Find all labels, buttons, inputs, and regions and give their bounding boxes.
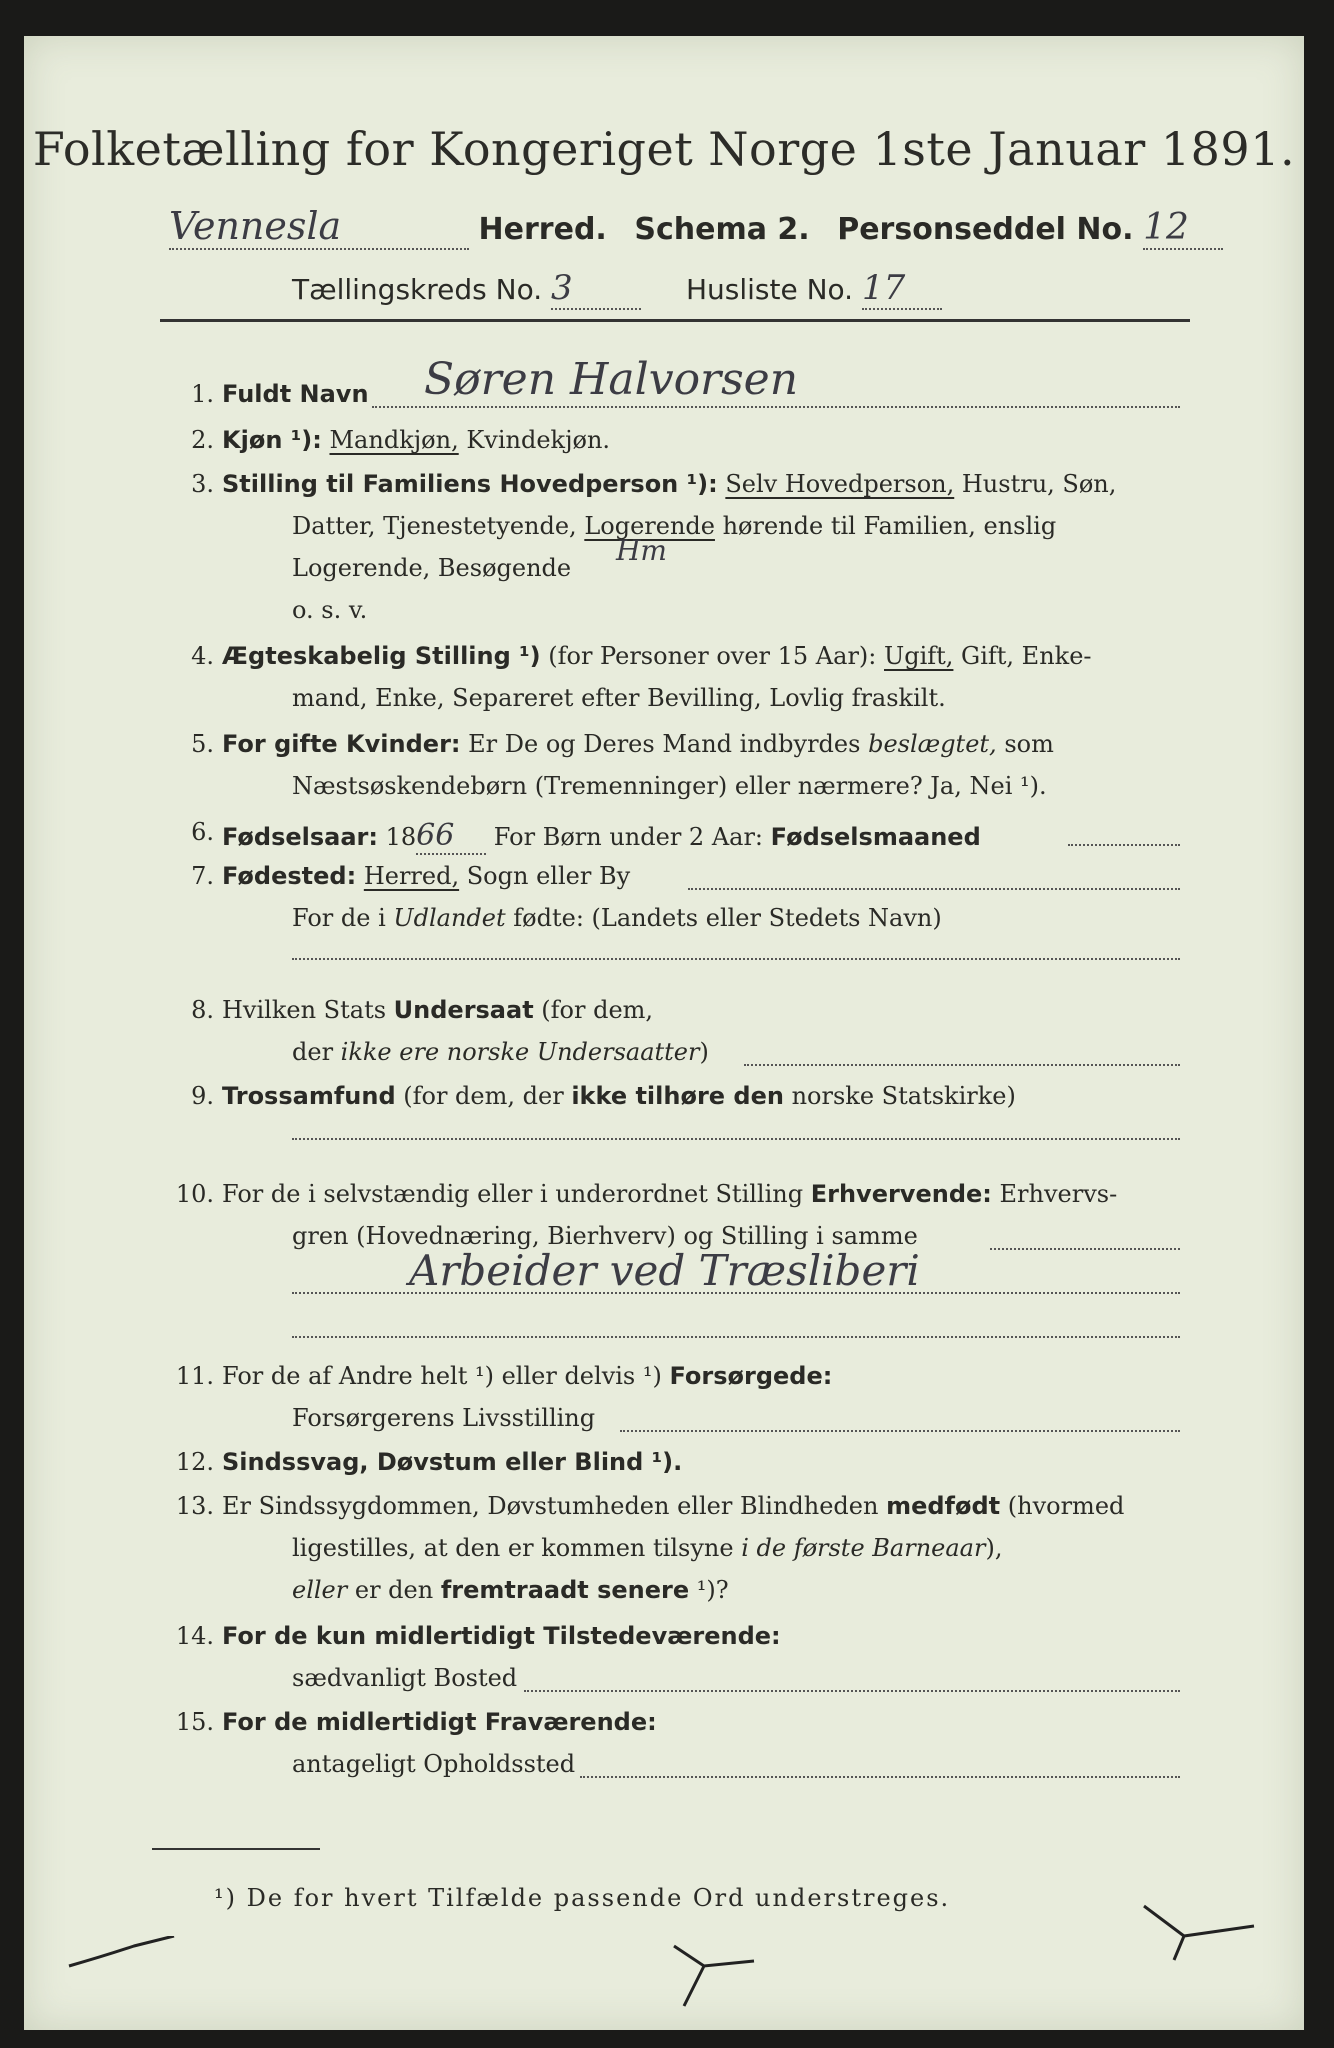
opholdssted-dotline — [580, 1776, 1180, 1778]
item-number: 11. — [175, 1362, 214, 1390]
stilling-text: hørende til Familien, enslig — [714, 512, 1057, 540]
trossamfund-dotline — [292, 1138, 1180, 1140]
udlandet-text: For de i — [292, 904, 394, 932]
label-undersaat: Undersaat — [393, 996, 534, 1024]
item-number: 14. — [175, 1622, 214, 1650]
question-gifte-line2: Næstsøskendebørn (Tremenninger) eller nærmere? Ja, Nei ¹). — [292, 772, 1047, 800]
footnote-rule — [152, 1848, 320, 1850]
header-rule — [160, 319, 1190, 322]
label-fodselsaar: Fødselsaar: — [222, 823, 378, 851]
udlandet-text: fødte: (Landets eller Stedets Navn) — [505, 904, 942, 932]
question-aegteskab-line1 — [222, 642, 1092, 670]
herred-value: Vennesla — [169, 204, 469, 250]
item-number: 6. — [191, 818, 214, 846]
question-sindssvag: Sindssvag, Døvstum eller Blind ¹). — [222, 1448, 683, 1476]
item-number: 1. — [191, 380, 214, 408]
answer-stilling-note: Hm — [616, 534, 667, 567]
question-livsstilling: Forsørgerens Livsstilling — [292, 1404, 596, 1432]
question-kjon — [222, 426, 610, 454]
question-medfodt-line3 — [292, 1576, 729, 1604]
option-selv-hovedperson: Selv Hovedperson, — [725, 470, 955, 498]
label-fodselsmaaned: Fødselsmaaned — [770, 823, 981, 851]
fodested-text: Sogn eller By — [459, 862, 631, 890]
item-number: 15. — [175, 1708, 214, 1736]
question-forsorgede — [222, 1362, 832, 1390]
question-undersaat-line1 — [222, 996, 653, 1024]
aegteskab-text: (for Personer over 15 Aar): — [540, 642, 884, 670]
question-medfodt-line1 — [222, 1492, 1124, 1520]
forsorgede-text: For de af Andre helt ¹) eller delvis ¹) — [222, 1362, 670, 1390]
medfodt-text: er den — [347, 1576, 441, 1604]
question-erhverv-line1 — [222, 1180, 1117, 1208]
trossamfund-text: norske Statskirke) — [783, 1082, 1016, 1110]
question-trossamfund — [222, 1082, 1016, 1110]
undersaat-text: Hvilken Stats — [222, 996, 394, 1024]
option-mandkjon-selected: Mandkjøn, — [329, 426, 459, 454]
month-dotline — [1068, 844, 1180, 846]
label-kjon: Kjøn ¹): — [222, 426, 322, 454]
item-number: 10. — [175, 1180, 214, 1208]
answer-birth-year: 66 — [416, 818, 486, 855]
undersaat-text: der — [292, 1038, 341, 1066]
livsstilling-dotline — [620, 1430, 1180, 1432]
undersaat-italic: ikke ere norske Undersaatter — [340, 1038, 700, 1066]
item-number: 3. — [191, 470, 214, 498]
trossamfund-bold: ikke tilhøre den — [571, 1082, 784, 1110]
label-forsorgede: Forsørgede: — [669, 1362, 833, 1390]
pen-mark-left — [64, 1936, 184, 1976]
erhverv-dotline — [990, 1248, 1180, 1250]
erhverv-text: For de i selvstændig eller i underordnet Stilling — [222, 1180, 811, 1208]
udlandet-italic: Udlandet — [393, 904, 506, 932]
question-stilling-line2 — [292, 512, 1056, 540]
stilling-text: Datter, Tjenestetyende, — [292, 512, 585, 540]
label-gifte-kvinder: For gifte Kvinder: — [222, 730, 461, 758]
question-udlandet — [292, 904, 942, 932]
label-stilling: Stilling til Familiens Hovedperson ¹): — [222, 470, 718, 498]
item-number: 4. — [191, 642, 214, 670]
medfodt-text: ), — [985, 1534, 1003, 1562]
question-tilstedevaerende: For de kun midlertidigt Tilstedeværende: — [222, 1622, 781, 1650]
question-erhverv-line2: gren (Hovednæring, Bierhverv) og Stilling i samme — [292, 1222, 918, 1250]
pen-mark-right — [1134, 1896, 1264, 1966]
question-bosted: sædvanligt Bosted — [292, 1664, 518, 1692]
kreds-label: Tællingskreds No. — [292, 273, 543, 306]
medfodt-text: ligestilles, at den er kommen tilsyne — [292, 1534, 742, 1562]
herred-label: Herred. — [478, 212, 607, 247]
fodested-dotline — [688, 888, 1180, 890]
census-form-sheet — [24, 36, 1304, 2030]
item-number: 5. — [191, 730, 214, 758]
label-fuldt-navn: Fuldt Navn — [222, 380, 369, 408]
kreds-line — [292, 268, 942, 310]
kreds-value: 3 — [551, 268, 641, 310]
label-aegteskab: Ægteskabelig Stilling ¹) — [222, 642, 541, 670]
question-fodselsaar — [222, 818, 981, 855]
husliste-value: 17 — [862, 268, 942, 310]
pen-mark-center — [664, 1936, 784, 2016]
question-fodested — [222, 862, 630, 890]
question-aegteskab-line2: mand, Enke, Separeret efter Bevilling, Lovlig fraskilt. — [292, 684, 946, 712]
name-dotline — [372, 406, 1180, 408]
medfodt-italic: i de første Barneaar — [741, 1534, 986, 1562]
erhverv-extra-dotline — [292, 1336, 1180, 1338]
option-logerende-selected: Logerende — [584, 512, 715, 540]
medfodt-text: (hvormed — [1000, 1492, 1125, 1520]
question-stilling-line3: Logerende, Besøgende — [292, 554, 572, 582]
answer-occupation: Arbeider ved Træsliberi — [409, 1246, 920, 1295]
item-number: 7. — [191, 862, 214, 890]
label-erhvervende: Erhvervende: — [810, 1180, 992, 1208]
label-senere: fremtraadt senere — [440, 1576, 690, 1604]
bosted-dotline — [524, 1690, 1180, 1692]
question-fravaerende: For de midlertidigt Fraværende: — [222, 1708, 657, 1736]
question-opholdssted: antageligt Opholdssted — [292, 1750, 576, 1778]
option-ugift-selected: Ugift, — [884, 642, 954, 670]
udlandet-dotline — [292, 958, 1180, 960]
label-trossamfund: Trossamfund — [222, 1082, 396, 1110]
option-kvindekjon: Kvindekjøn. — [458, 426, 611, 454]
personseddel-value: 12 — [1143, 207, 1223, 250]
footnote: ¹) De for hvert Tilfælde passende Ord understreges. — [214, 1884, 951, 1912]
herred-line — [169, 204, 1223, 250]
question-undersaat-line2 — [292, 1038, 709, 1066]
undersaat-text: ) — [699, 1038, 709, 1066]
question-stilling-line1 — [222, 470, 1116, 498]
form-title: Folketælling for Kongeriget Norge 1ste Januar 1891. — [32, 122, 1296, 176]
question-medfodt-line2 — [292, 1534, 1002, 1562]
gifte-text: Er De og Deres Mand indbyrdes — [460, 730, 869, 758]
item-number: 12. — [175, 1448, 214, 1476]
husliste-label: Husliste No. — [685, 273, 854, 306]
fodselsaar-prefix: 18 — [378, 823, 417, 851]
question-stilling-line4: o. s. v. — [292, 596, 368, 624]
label-fodested: Fødested: — [222, 862, 357, 890]
fodselsaar-text: For Børn under 2 Aar: — [486, 823, 771, 851]
erhverv-text: Erhvervs- — [991, 1180, 1118, 1208]
answer-full-name: Søren Halvorsen — [424, 354, 799, 405]
undersaat-dotline — [744, 1064, 1180, 1066]
item-number: 13. — [175, 1492, 214, 1520]
question-gifte-line1 — [222, 730, 1054, 758]
trossamfund-text: (for dem, der — [395, 1082, 572, 1110]
medfodt-text: ¹)? — [689, 1576, 729, 1604]
item-number: 2. — [191, 426, 214, 454]
item-number: 9. — [191, 1082, 214, 1110]
undersaat-text: (for dem, — [533, 996, 654, 1024]
gifte-text: som — [996, 730, 1054, 758]
medfodt-text: Er Sindssygdommen, Døvstumheden eller Blindheden — [222, 1492, 887, 1520]
aegteskab-text: Gift, Enke- — [953, 642, 1092, 670]
gifte-italic: beslægtet, — [868, 730, 997, 758]
personseddel-label: Personseddel No. — [837, 212, 1134, 247]
option-herred-selected: Herred, — [363, 862, 460, 890]
medfodt-italic: eller — [292, 1576, 348, 1604]
schema-label: Schema 2. — [634, 212, 810, 247]
label-medfodt: medfødt — [886, 1492, 1001, 1520]
stilling-options-text: Hustru, Søn, — [954, 470, 1117, 498]
item-number: 8. — [191, 996, 214, 1024]
